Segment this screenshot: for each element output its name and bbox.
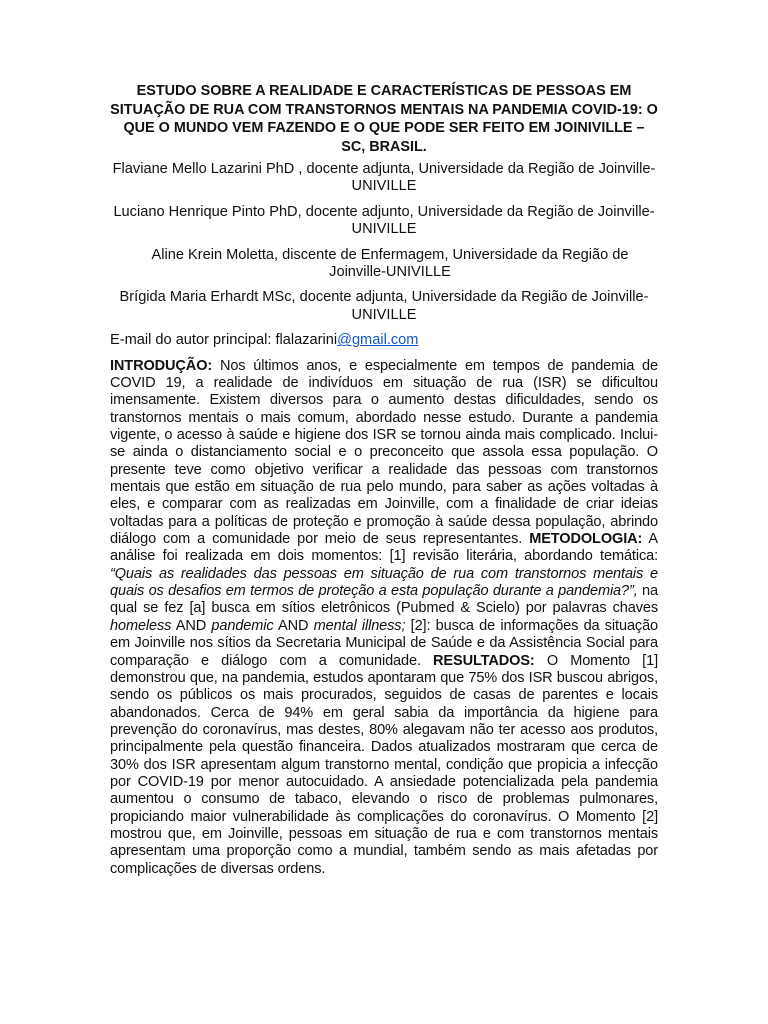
results-text: O Momento [1] demonstrou que, na pandemia, estudos apontaram que 75% dos ISR buscou abrigos, sendo os públicos os mais procurados, seguidos de casas de parentes e locais abandonados. Cerca de 94% em geral sabia da importância da higiene para prevenção do coronavírus, mas destes, 80% alegavam não ter acesso aos produtos, principalmente pela questão financeira. Dados atualizados mostraram que cerca de 30% dos ISR apresentam algum transtorno mental, condição que propicia a infecção por COVID-19 por menor autocuidado. A ansiedade potencializada pela pandemia aumentou o consumo de tabaco, elevando o risco de problemas pulmonares, propiciando maior vulnerabilidade às complicações do coronavírus. O Momento [2] mostrou que, em Joinville, pessoas em situação de rua e com transtornos mentais apresentam uma proporção como a mundial, também sendo as mais afetadas por complicações de diversas ordens. [110, 652, 658, 877]
author-line-3: Aline Krein Moletta, discente de Enfermagem, Universidade da Região de Joinville-UNIVILLE [151, 246, 629, 281]
method-text-2: na qual se fez [a] busca em sítios eletrônicos (Pubmed & Scielo) por palavras chaves [110, 583, 658, 617]
email-label: E-mail do autor principal: flalazarini [110, 332, 338, 349]
email-link[interactable]: @gmail.com [337, 332, 419, 349]
author-line-1: Flaviane Mello Lazarini PhD , docente adjunta, Universidade da Região de Joinville-UNIVILLE [112, 161, 656, 195]
results-heading: RESULTADOS: [433, 652, 535, 669]
keyword-pandemic: pandemic [211, 617, 274, 634]
intro-heading: INTRODUÇÃO: [110, 357, 213, 374]
keyword-mental-illness: mental illness; [313, 617, 406, 634]
author-line-4: Brígida Maria Erhardt MSc, docente adjunta, Universidade da Região de Joinville-UNIVILLE [119, 289, 649, 323]
author-line-2: Luciano Henrique Pinto PhD, docente adjunto, Universidade da Região de Joinville-UNIVILLE [113, 203, 655, 238]
keyword-and-1: AND [171, 617, 212, 634]
method-text-1: A análise foi realizada em dois momentos: [1] revisão literária, abordando temática: [110, 531, 659, 565]
intro-text: Nos últimos anos, e especialmente em tempos de pandemia de COVID 19, a realidade de indivíduos em situação de rua (ISR) se dificultou imensamente. Existem diversos para o aumento destas dificuldades, sendo os transtornos mentais o mais comum, abordado nesse estudo. Durante a pandemia vigente, o acesso à saúde e higiene dos ISR se tornou ainda mais complicado. Inclui-se ainda o distanciamento social e o preconceito que assola essa população. O presente teve como objetivo verificar a realidade das pessoas com transtornos mentais que estão em situação de rua pelo mundo, para saber as ações voltadas à eles, e comparar com as realizadas em Joinville, com a finalidade de criar ideias voltadas para a políticas de proteção e promoção à saúde dessa população, abrindo diálogo com a comunidade por meio de seus representantes. [110, 357, 658, 548]
method-text-3: [2]: busca de informações da situação em Joinville nos sítios da Secretaria Municipal de Saúde e da Assistência Social para comparação e diálogo com a comunidade. [110, 617, 659, 669]
document-page [110, 82, 658, 878]
keyword-and-2: AND [273, 617, 314, 634]
method-heading: METODOLOGIA: [529, 531, 643, 548]
keyword-homeless: homeless [110, 617, 172, 634]
document-title: ESTUDO SOBRE A REALIDADE E CARACTERÍSTICAS DE PESSOAS EM SITUAÇÃO DE RUA COM TRANSTORNOS MENTAIS NA PANDEMIA COVID-19: O QUE O MUNDO VEM FAZENDO E O QUE PODE SER FEITO EM JOINIVILLE – SC, BRASIL. [110, 83, 658, 155]
abstract-body [110, 358, 658, 878]
method-quote: “Quais as realidades das pessoas em situação de rua com transtornos mentais e quais os desafios em termos de proteção a esta população durante a pandemia?”, [110, 565, 658, 600]
author-email-line [110, 332, 658, 349]
